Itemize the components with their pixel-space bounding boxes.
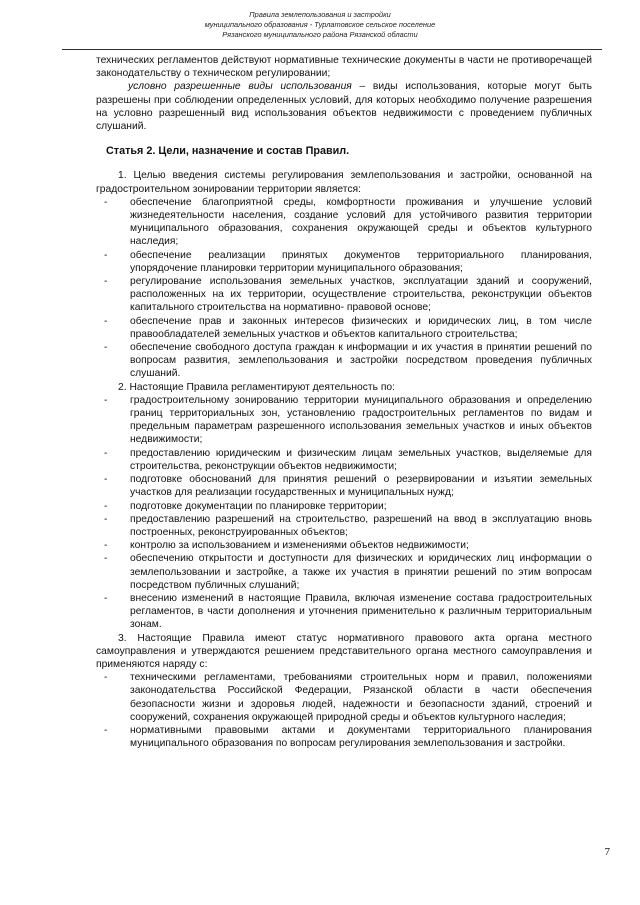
- page-body: [96, 54, 592, 750]
- section-2-list: [96, 394, 592, 632]
- article-title: Статья 2. Цели, назначение и состав Правил.: [106, 145, 350, 158]
- list-item: - нормативными правовыми актами и документами территориального планирования муниципального образования по вопросам регулирования землепользования и застройки.: [130, 724, 592, 750]
- page-number: 7: [604, 846, 610, 858]
- definition-text: – виды использования, которые могут быть разрешены при соблюдении определенных условий, для которых необходимо получение разрешения на условно разрешенный вид использования объектов недвижимости с проведением публичных слушаний.: [96, 81, 592, 133]
- section-3-list: [96, 671, 592, 750]
- section-1-lead: 1. Целью введения системы регулирования землепользования и застройки, основанной на градостроительном зонировании территории является:: [96, 170, 592, 195]
- list-item: - обеспечение благоприятной среды, комфортности проживания и улучшение условий жизнедеятельности населения, создание условий для устойчивого развития территории муниципального образования, сохранения окружающей среды и объектов культурного наследия;: [130, 196, 592, 249]
- intro-paragraph-2: [96, 80, 592, 133]
- defined-term: условно разрешенные виды использования: [128, 81, 352, 93]
- header-line-3: Рязанского муниципального района Рязанской области: [222, 30, 418, 39]
- list-item: - контролю за использованием и изменениями объектов недвижимости;: [130, 539, 592, 552]
- intro-paragraph-1: технических регламентов действуют нормативные технические документы в части не противоречащей законодательству о техническом регулировании;: [96, 55, 592, 80]
- header-line-1: Правила землепользования и застройки: [249, 10, 391, 19]
- running-header: [0, 10, 640, 40]
- list-item: - подготовке документации по планировке территории;: [130, 500, 592, 513]
- list-item: - обеспечению открытости и доступности для физических и юридических лиц информации о землепользовании и застройке, а также их участия в принятии решений по этим вопросам посредством публичных слушаний;: [130, 552, 592, 592]
- list-item: - обеспечение реализации принятых документов территориального планирования, упорядочение планировки территории муниципального образования;: [130, 249, 592, 275]
- section-1-list: [96, 196, 592, 381]
- list-item: - техническими регламентами, требованиями строительных норм и правил, положениями законодательства Российской Федерации, Рязанской области в части обеспечения безопасности жизни и здоровья людей, надежности и безопасности зданий, строений и сооружений, сохранения окружающей природной среды и объектов культурного наследия;: [130, 671, 592, 724]
- list-item: - подготовке обоснований для принятия решений о резервировании и изъятии земельных участков для реализации государственных и муниципальных нужд;: [130, 473, 592, 499]
- list-item: - обеспечение прав и законных интересов физических и юридических лиц, в том числе правообладателей земельных участков и объектов капитального строительства;: [130, 315, 592, 341]
- section-3-lead: 3. Настоящие Правила имеют статус нормативного правового акта органа местного самоуправления и утверждаются решением представительного органа местного самоуправления и применяются наряду с:: [96, 632, 592, 670]
- list-item: - внесению изменений в настоящие Правила, включая изменение состава градостроительных регламентов, в части дополнения и уточнения применительно к различным территориальным зонам.: [130, 592, 592, 632]
- list-item: - градостроительному зонированию территории муниципального образования и определению границ территориальных зон, установлению градостроительных регламентов по видам и предельным параметрам разрешенного использования земельных участков и иных объектов недвижимости;: [130, 394, 592, 447]
- section-2-lead: 2. Настоящие Правила регламентируют деятельность по:: [118, 381, 395, 393]
- header-rule: [62, 49, 602, 50]
- header-line-2: муниципального образования - Турлатовское сельское поселение: [204, 20, 436, 29]
- list-item: - обеспечение свободного доступа граждан к информации и их участия в принятии решений по вопросам развития, землепользования и застройки посредством проведения публичных слушаний.: [130, 341, 592, 381]
- list-item: - регулирование использования земельных участков, эксплуатации зданий и сооружений, расположенных на их территории, осуществление строительства, реконструкции объектов капитального строительства на нормативно- правовой основе;: [130, 275, 592, 315]
- list-item: - предоставлению юридическим и физическим лицам земельных участков, выделяемые для строительства, реконструкции объектов недвижимости;: [130, 447, 592, 473]
- list-item: - предоставлению разрешений на строительство, разрешений на ввод в эксплуатацию вновь построенных, реконструированных объектов;: [130, 513, 592, 539]
